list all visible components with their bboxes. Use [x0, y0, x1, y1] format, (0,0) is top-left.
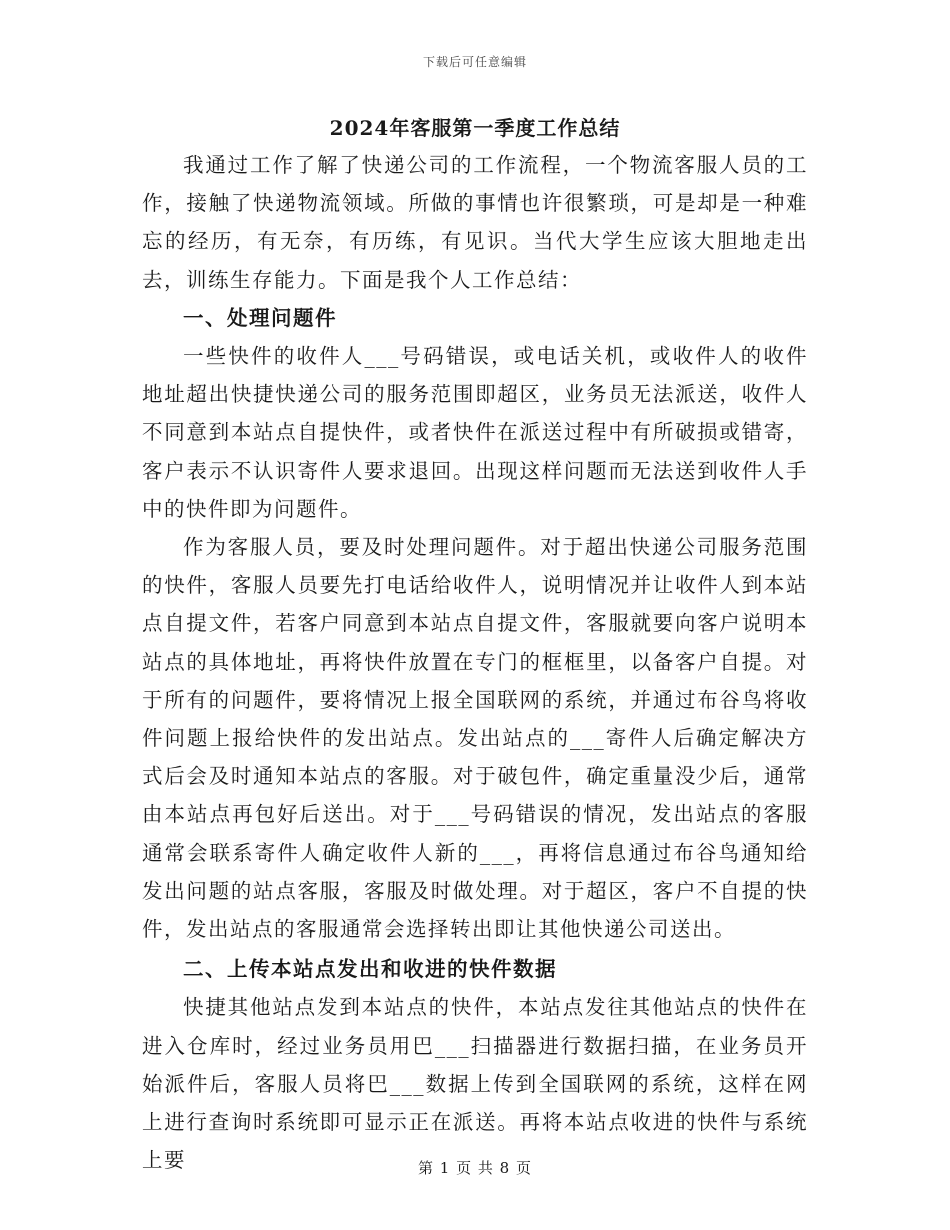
header-note: 下载后可任意编辑	[422, 55, 527, 69]
section-1-paragraph-2: 作为客服人员，要及时处理问题件。对于超出快递公司服务范围的快件，客服人员要先打电话给收件人，说明情况并让收件人到本站点自提文件，若客户同意到本站点自提文件，客服就要向客户说明本站点的具体地址，再将快件放置在专门的框框里，以备客户自提。对于所有的问题件，要将情况上报全国联网的系统，并通过布谷鸟将收件问题上报给快件的发出站点。发出站点的___寄件人后确定解决方式后会及时通知本站点的客服。对于破包件，确定重量没少后，通常由本站点再包好后送出。对于___号码错误的情况，发出站点的客服通常会联系寄件人确定收件人新的___，再将信息通过布谷鸟通知给发出问题的站点客服，客服及时做处理。对于超区，客户不自提的快件，发出站点的客服通常会选择转出即让其他快递公司送出。	[142, 535, 808, 942]
intro-paragraph: 我通过工作了解了快递公司的工作流程，一个物流客服人员的工作，接触了快递物流领域。所做的事情也许很繁琐，可是却是一种难忘的经历，有无奈，有历练，有见识。当代大学生应该大胆地走出去，训练生存能力。下面是我个人工作总结：	[142, 153, 808, 292]
page-number-footer: 第 1 页 共 8 页	[418, 1159, 532, 1177]
section-2-paragraph-1: 快捷其他站点发到本站点的快件，本站点发往其他站点的快件在进入仓库时，经过业务员用巴___扫描器进行数据扫描，在业务员开始派件后，客服人员将巴___数据上传到全国联网的系统，这样在网上进行查询时系统即可显示正在派送。再将本站点收进的快件与系统上要	[142, 995, 808, 1173]
document-body	[142, 146, 808, 1179]
section-1-paragraph-1: 一些快件的收件人___号码错误，或电话关机，或收件人的收件地址超出快捷快递公司的服务范围即超区，业务员无法派送，收件人不同意到本站点自提快件，或者快件在派送过程中有所破损或错寄，客户表示不认识寄件人要求退回。出现这样问题而无法送到收件人手中的快件即为问题件。	[142, 344, 808, 521]
document-title: 2024年客服第一季度工作总结	[329, 116, 621, 140]
section-2-heading: 二、上传本站点发出和收进的快件数据	[183, 957, 557, 982]
section-1-heading: 一、处理问题件	[183, 305, 337, 330]
